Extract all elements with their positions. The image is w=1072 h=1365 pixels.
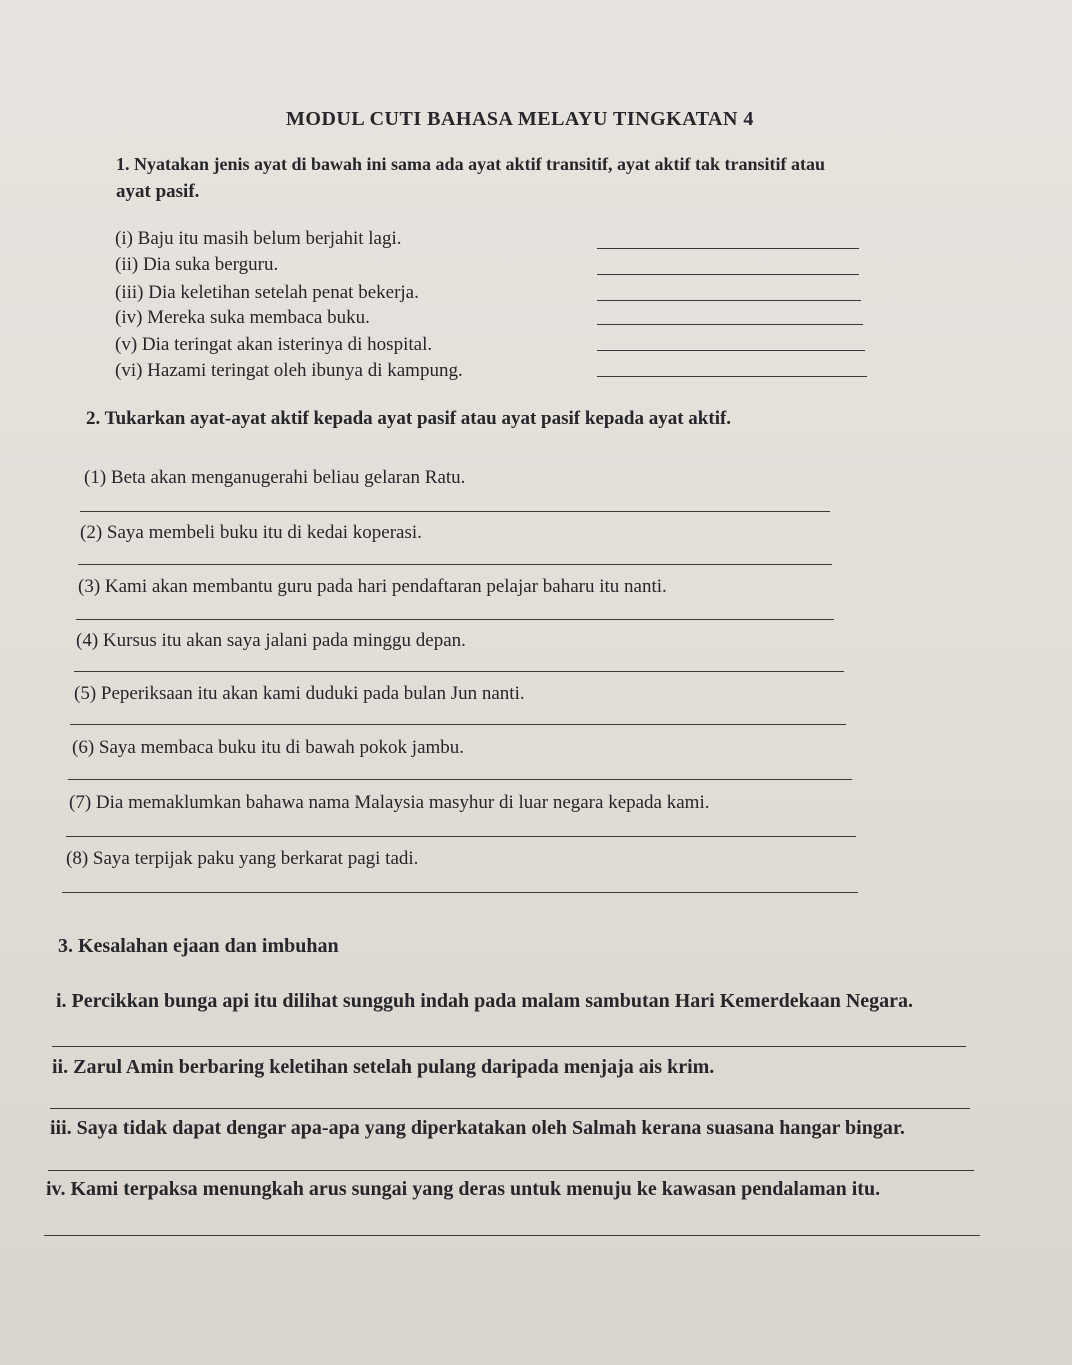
section1-instruction [116,150,996,206]
page-title: MODUL CUTI BAHASA MELAYU TINGKATAN 4 [286,108,754,130]
section2-item-5: (5) Peperiksaan itu akan kami duduki pada bulan Jun nanti. [74,683,525,704]
section2-answer-line-8[interactable] [62,892,858,893]
section3-item-2: ii. Zarul Amin berbaring keletihan setelah pulang daripada menjaja ais krim. [52,1056,715,1078]
section2-item-6: (6) Saya membaca buku itu di bawah pokok jambu. [72,737,465,758]
section1-item-5: (v) Dia teringat akan isterinya di hospital. [115,334,433,355]
section2-instruction: 2. Tukarkan ayat-ayat aktif kepada ayat pasif atau ayat pasif kepada ayat aktif. [86,408,732,429]
section1-answer-line-4[interactable] [597,324,863,325]
section1-answer-line-3[interactable] [597,300,861,301]
section2-answer-line-7[interactable] [66,836,856,837]
section1-answer-line-6[interactable] [597,376,867,377]
section2-item-8: (8) Saya terpijak paku yang berkarat pagi tadi. [66,848,419,869]
section2-item-2: (2) Saya membeli buku itu di kedai koperasi. [80,522,422,543]
section3-item-1: i. Percikkan bunga api itu dilihat sungguh indah pada malam sambutan Hari Kemerdekaan Negara. [56,990,914,1012]
section2-item-3: (3) Kami akan membantu guru pada hari pendaftaran pelajar baharu itu nanti. [78,576,667,597]
section3-item-3: iii. Saya tidak dapat dengar apa-apa yang diperkatakan oleh Salmah kerana suasana hangar bingar. [50,1117,905,1139]
section2-item-4: (4) Kursus itu akan saya jalani pada minggu depan. [76,630,466,651]
section3-answer-line-2[interactable] [50,1108,970,1109]
section3-answer-line-3[interactable] [48,1170,974,1171]
section2-item-1: (1) Beta akan menganugerahi beliau gelaran Ratu. [84,467,466,488]
section1-item-4: (iv) Mereka suka membaca buku. [115,307,370,328]
section2-answer-line-2[interactable] [78,564,832,565]
section1-answer-line-5[interactable] [597,350,865,351]
section3-heading: 3. Kesalahan ejaan dan imbuhan [58,935,339,957]
section3-answer-line-1[interactable] [52,1046,966,1047]
section2-answer-line-4[interactable] [74,671,844,672]
section2-answer-line-6[interactable] [68,779,852,780]
section2-answer-line-1[interactable] [80,511,830,512]
section2-answer-line-5[interactable] [70,724,846,725]
section1-instruction-line1: 1. Nyatakan jenis ayat di bawah ini sama ada ayat aktif transitif, ayat aktif tak transitif atau [116,154,826,174]
section1-item-3: (iii) Dia keletihan setelah penat bekerja. [115,282,419,303]
section3-item-4: iv. Kami terpaksa menungkah arus sungai yang deras untuk menuju ke kawasan pendalaman itu. [46,1178,881,1200]
section1-answer-line-2[interactable] [597,274,859,275]
section2-answer-line-3[interactable] [76,619,834,620]
section1-item-1: (i) Baju itu masih belum berjahit lagi. [115,228,402,249]
section2-item-7: (7) Dia memaklumkan bahawa nama Malaysia masyhur di luar negara kepada kami. [69,792,710,813]
section3-answer-line-4[interactable] [44,1235,980,1236]
section1-instruction-line2: ayat pasif. [116,181,200,202]
section1-item-6: (vi) Hazami teringat oleh ibunya di kampung. [115,360,463,381]
section1-answer-line-1[interactable] [597,248,859,249]
section1-item-2: (ii) Dia suka berguru. [115,254,279,275]
